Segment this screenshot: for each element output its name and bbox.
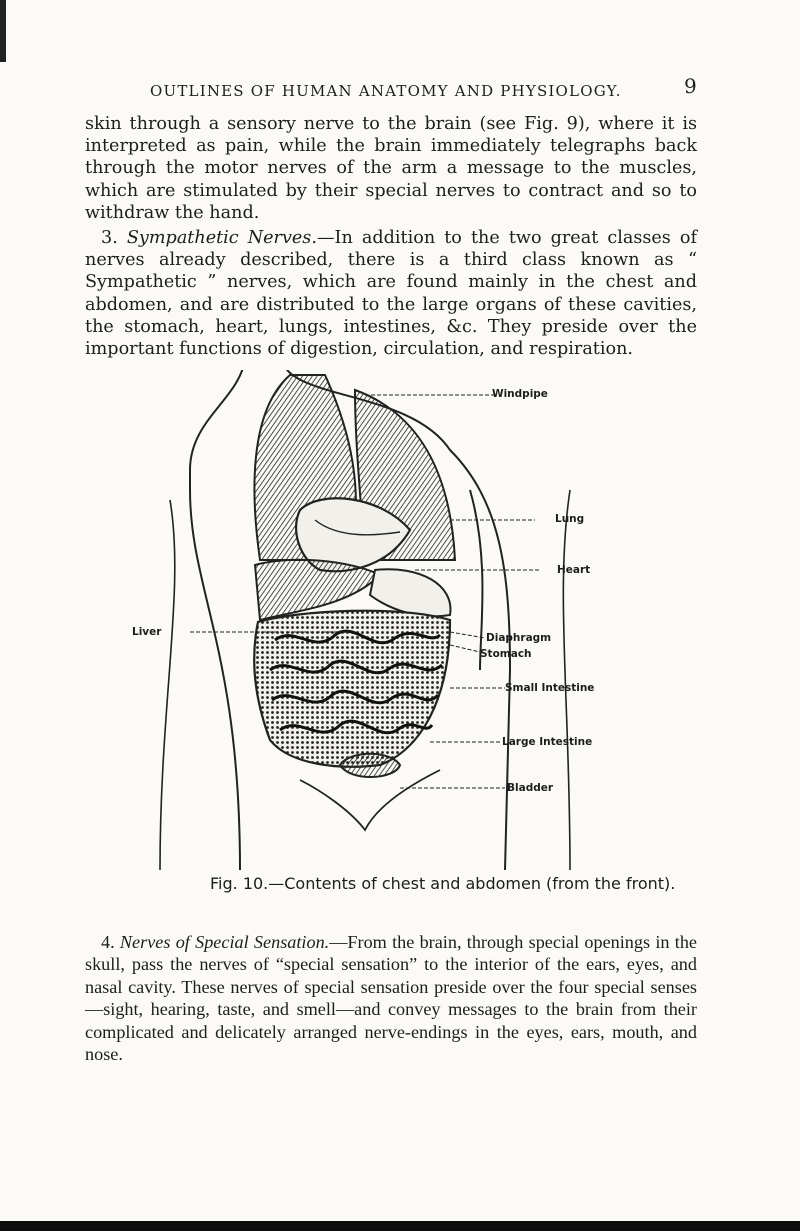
section-title: Sympathetic Nerves. (126, 228, 317, 248)
paragraph-continuation: skin through a sensory nerve to the brain (see Fig. 9), where it is interpreted as pain, while the brain immediately telegraphs back through the motor nerves of the arm a message to the muscles, which are stimulated by their special nerves to contract and so to withdraw the hand. (85, 114, 697, 223)
anatomy-figure (132, 370, 710, 870)
paragraph-sympathetic-nerves (85, 227, 697, 360)
section-text: —In addition to the two great classes of nerves already described, there is a third class known as “ Sympathetic ” nerves, which are found mainly in the chest and abdomen, and are distributed to the large organs of these cavities, the stomach, heart, lungs, intestines, &c. They preside over the important functions of digestion, circulation, and respiration. (85, 228, 698, 360)
label-windpipe: Windpipe (492, 388, 548, 400)
torso-illustration (150, 370, 710, 870)
label-bladder: Bladder (507, 782, 554, 794)
bladder (340, 754, 400, 777)
label-diaphragm: Diaphragm (486, 632, 552, 644)
page-bottom-edge (0, 1221, 800, 1231)
label-stomach: Stomach (480, 648, 532, 660)
paragraph-special-sensation (85, 931, 697, 1065)
label-heart: Heart (557, 564, 591, 576)
label-lung: Lung (555, 513, 585, 525)
page-edge-shadow (0, 0, 6, 62)
page-number: 9 (684, 74, 697, 98)
section-title: Nerves of Special Sensation. (119, 932, 330, 952)
stomach (370, 569, 450, 616)
section-number: 3. (101, 228, 118, 248)
figure-caption: Fig. 10.—Contents of chest and abdomen (from the front). (210, 874, 676, 893)
section-text: —From the brain, through special openings in the skull, pass the nerves of “special sensation” to the interior of the ears, eyes, and nasal cavity. These nerves of special sensation preside over the four special senses—sight, hearing, taste, and smell—and convey messages to the brain from their complicated and delicately arranged nerve-endings in the eyes, ears, mouth, and nose. (85, 932, 697, 1065)
section-number: 4. (101, 932, 115, 952)
label-liver: Liver (132, 626, 162, 638)
label-large-intestine: Large Intestine (502, 736, 593, 748)
label-small-intestine: Small Intestine (505, 682, 595, 694)
running-head: OUTLINES OF HUMAN ANATOMY AND PHYSIOLOGY. (150, 82, 622, 100)
